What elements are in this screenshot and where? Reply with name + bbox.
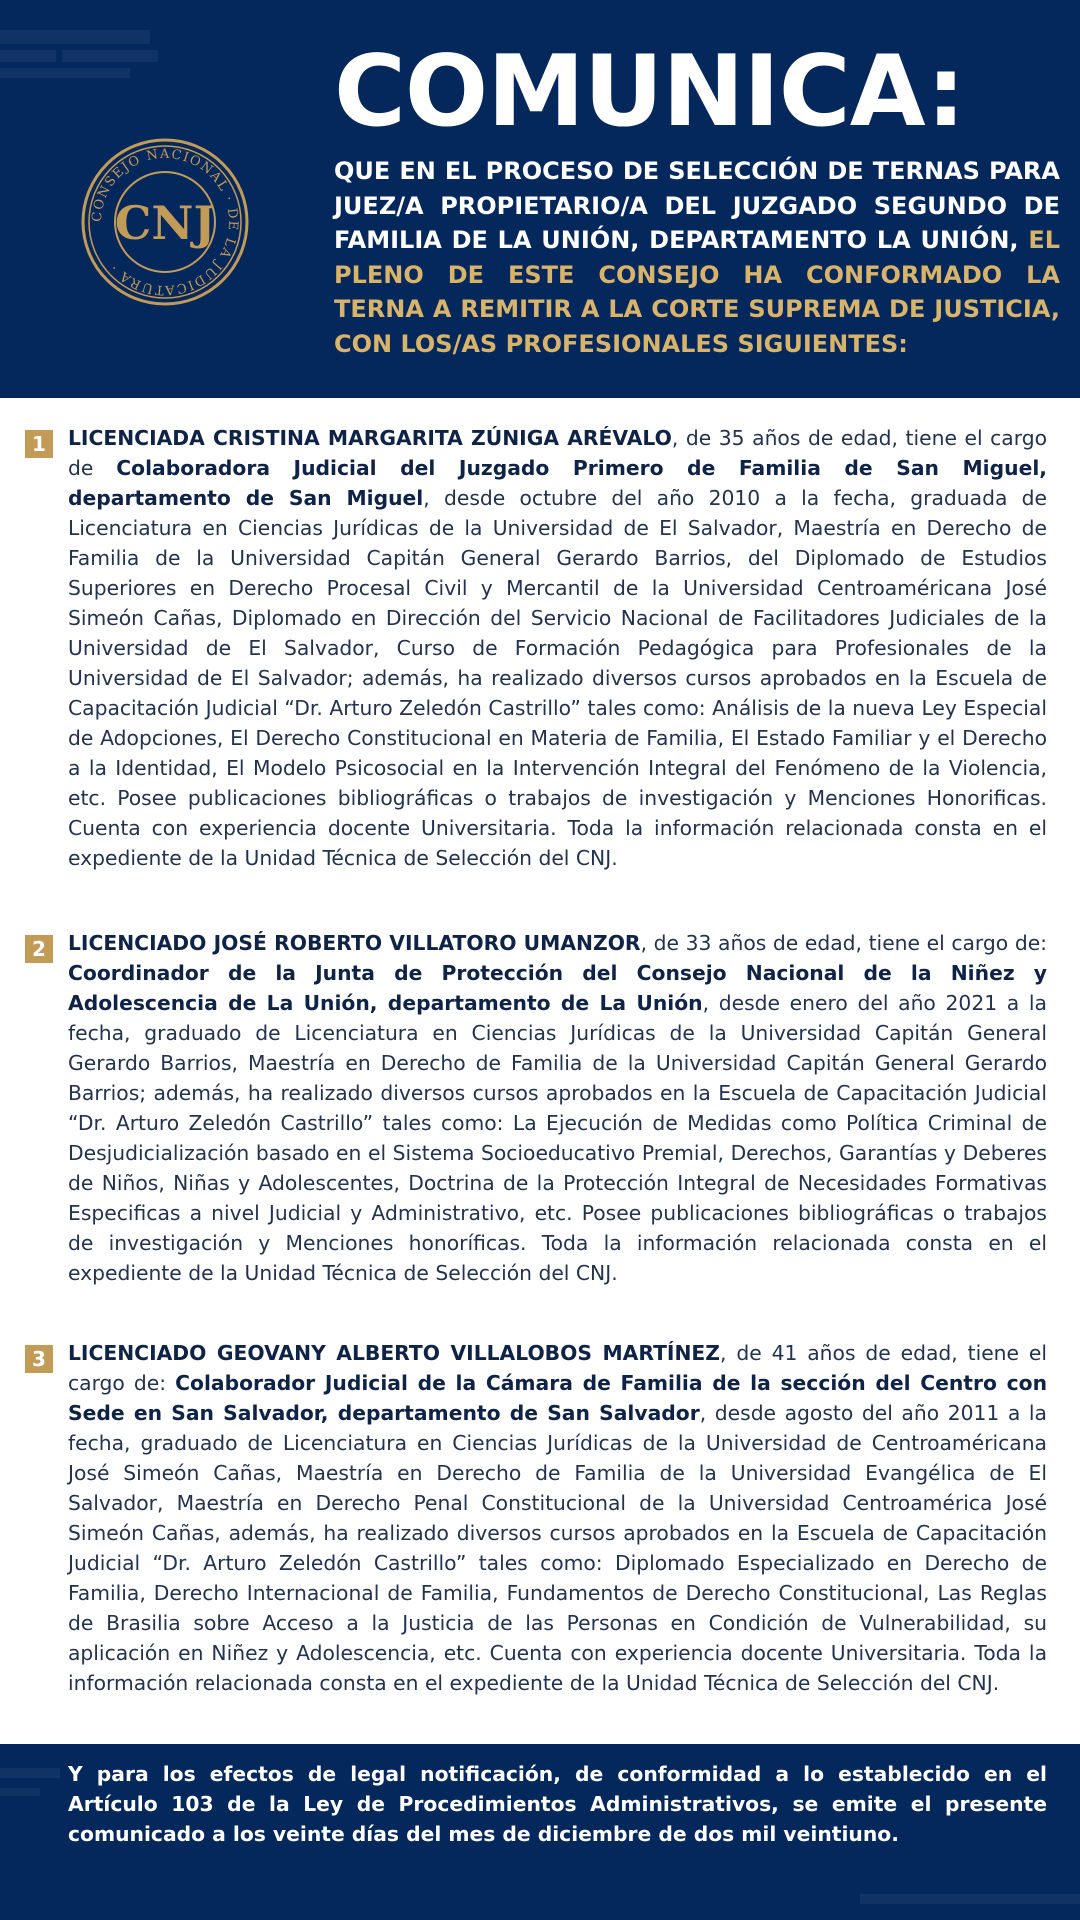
candidate-name: LICENCIADO JOSÉ ROBERTO VILLATORO UMANZOR [68, 931, 641, 955]
header-banner [0, 0, 1080, 398]
decorative-stripe [0, 1768, 60, 1778]
candidate-item [25, 423, 1047, 873]
candidates-list [0, 398, 1080, 1744]
candidate-paragraph [68, 1338, 1047, 1698]
candidate-position: Coordinador de la Junta de Protección del Consejo Nacional de la Niñez y Adolescencia de La Unión, departamento de La Unión [68, 961, 1047, 1015]
candidate-number-badge: 2 [25, 935, 53, 963]
candidate-details: , desde octubre del año 2010 a la fecha, graduada de Licenciatura en Ciencias Jurídicas de la Universidad de El Salvador, Maestría en Derecho de Familia de la Universidad Capitán General Gerardo Barrios, del Diplomado de Estudios Superiores en Derecho Procesal Civil y Mercantil de la Universidad Centroaméricana José Simeón Cañas, Diplomado en Dirección del Servicio Nacional de Facilitadores Judiciales de la Universidad de El Salvador, Curso de Formación Pedagógica para Profesionales de la Universidad de El Salvador; además, ha realizado diversos cursos aprobados en la Escuela de Capacitación Judicial “Dr. Arturo Zeledón Castrillo” tales como: Análisis de la nueva Ley Especial de Adopciones, El Derecho Constitucional en Materia de Familia, El Estado Familiar y el Derecho a la Identidad, El Modelo Psicosocial en la Intervención Integral del Fenómeno de la Violencia, etc. Posee publicaciones bibliográficas o trabajos de investigación y Menciones Honorificas. Cuenta con experiencia docente Universitaria. Toda la información relacionada consta en el expediente de la Unidad Técnica de Selección del CNJ. [68, 486, 1047, 870]
decorative-stripe [0, 68, 130, 78]
candidate-item [25, 928, 1047, 1288]
lead-white-text: QUE EN EL PROCESO DE SELECCIÓN DE TERNAS PARA JUEZ/A PROPIETARIO/A DEL JUZGADO SEGUNDO DE FAMILIA DE LA UNIÓN, DEPARTAMENTO LA UNIÓN, [334, 157, 1060, 254]
lead-gold-text: EL PLENO DE ESTE CONSEJO HA CONFORMADO LA TERNA A REMITIR A LA CORTE SUPREMA DE JUSTICIA, CON LOS/AS PROFESIONALES SIGUIENTES: [334, 226, 1061, 358]
candidate-paragraph [68, 423, 1047, 873]
candidate-position: Colaboradora Judicial del Juzgado Primero de Familia de San Miguel, departamento de San Miguel [68, 456, 1047, 510]
decorative-stripe [860, 1894, 1080, 1904]
candidate-position: Colaborador Judicial de la Cámara de Familia de la sección del Centro con Sede en San Salvador, departamento de San Salvador [68, 1371, 1048, 1425]
svg-text:CONSEJO NACIONAL · DE LA JUDIC: CONSEJO NACIONAL · DE LA JUDICATURA · [89, 146, 241, 298]
candidate-details: , desde agosto del año 2011 a la fecha, graduado de Licenciatura en Ciencias Jurídicas de la Universidad de Centroaméricana José Simeón Cañas, Maestría en Derecho de Familia de la Universidad Evangélica de El Salvador, Maestría en Derecho Penal Constitucional de la Universidad Centroamérica José Simeón Cañas, además, ha realizado diversos cursos aprobados en la Escuela de Capacitación Judicial “Dr. Arturo Zeledón Castrillo” tales como: Diplomado Especializado en Derecho de Familia, Derecho Internacional de Familia, Fundamentos de Derecho Constitucional, Las Reglas de Brasilia sobre Acceso a la Justicia de las Personas en Condición de Vulnerabilidad, su aplicación en Niñez y Adolescencia, etc. Cuenta con experiencia docente Universitaria. Toda la información relacionada consta en el expediente de la Unidad Técnica de Selección del CNJ. [68, 1401, 1047, 1695]
announcement-lead [334, 154, 1060, 361]
decorative-stripe [0, 50, 56, 62]
candidate-details: , desde enero del año 2021 a la fecha, graduado de Licenciatura en Ciencias Jurídicas de la Universidad Capitán General Gerardo Barrios, Maestría en Derecho de Familia de la Universidad Capitán General Gerardo Barrios; además, ha realizado diversos cursos aprobados en la Escuela de Capacitación Judicial “Dr. Arturo Zeledón Castrillo” tales como: La Ejecución de Medidas como Política Criminal de Desjudicialización basado en el Sistema Socioeducativo Premial, Derechos, Garantías y Deberes de Niños, Niñas y Adolescentes, Doctrina de la Protección Integral de Necesidades Formativas Especificas a nivel Judicial y Administrativo, etc. Posee publicaciones bibliográficas o trabajos de investigación y Menciones honoríficas. Toda la información relacionada consta en el expediente de la Unidad Técnica de Selección del CNJ. [68, 991, 1047, 1285]
candidate-number-badge: 1 [25, 430, 53, 458]
candidate-intro: , de 33 años de edad, tiene el cargo de: [640, 931, 1048, 955]
footer-banner [0, 1744, 1080, 1920]
legal-notice: Y para los efectos de legal notificación, de conformidad a lo establecido en el Artículo 103 de la Ley de Procedimientos Administrativos, se emite el presente comunicado a los veinte días del mes de diciembre de dos mil veintiuno. [68, 1762, 1047, 1846]
candidate-intro: , de 41 años de edad, tiene el cargo de: [68, 1341, 1048, 1395]
decorative-stripe [0, 30, 150, 44]
decorative-stripe [0, 1788, 40, 1796]
svg-text:CNJ: CNJ [114, 196, 216, 250]
cnj-seal-logo [80, 137, 250, 307]
candidate-name: LICENCIADO GEOVANY ALBERTO VILLALOBOS MARTÍNEZ [68, 1341, 720, 1365]
candidate-paragraph [68, 928, 1047, 1288]
page-title: COMUNICA: [334, 35, 965, 149]
candidate-name: LICENCIADA CRISTINA MARGARITA ZÚNIGA ARÉVALO [68, 426, 672, 450]
candidate-number-badge: 3 [25, 1345, 53, 1373]
decorative-stripe [62, 50, 158, 62]
candidate-item [25, 1338, 1047, 1698]
candidate-intro: , de 35 años de edad, tiene el cargo de [68, 426, 1047, 480]
